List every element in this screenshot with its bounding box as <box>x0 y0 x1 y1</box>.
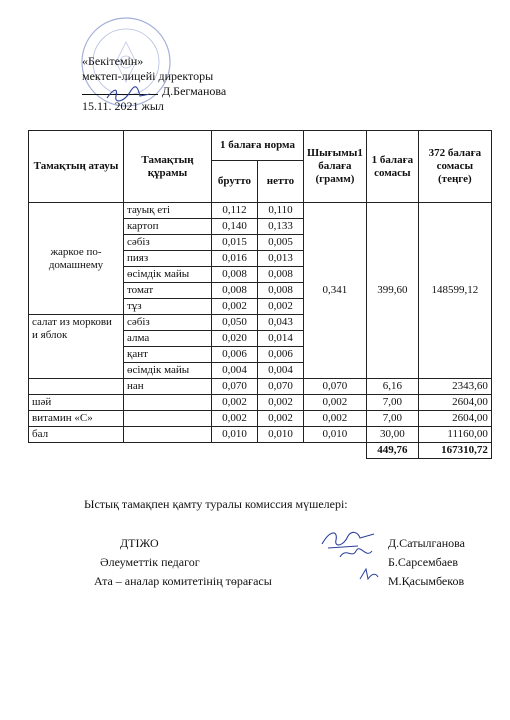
commission-role: Әлеуметтік педагог <box>100 555 200 569</box>
net-value: 0,070 <box>258 379 304 395</box>
cost-per-child-value: 30,00 <box>366 427 418 443</box>
ingredient: нан <box>124 379 212 395</box>
yield-value: 0,070 <box>304 379 367 395</box>
gross-value: 0,016 <box>212 251 258 267</box>
gross-value: 0,008 <box>212 267 258 283</box>
commission-title: Ыстық тамақпен қамту туралы комиссия мүшелері: <box>84 497 348 511</box>
total-cost-per-child: 449,76 <box>366 443 418 459</box>
total-cost-all: 167310,72 <box>418 443 491 459</box>
ingredient <box>124 395 212 411</box>
member-signature-2 <box>336 545 376 563</box>
yield-value: 0,010 <box>304 427 367 443</box>
net-value: 0,008 <box>258 267 304 283</box>
dish-name: бал <box>29 427 124 443</box>
cost-per-child-value: 6,16 <box>366 379 418 395</box>
approval-date: 15.11. 2021 жыл <box>82 99 164 113</box>
net-value: 0,002 <box>258 299 304 315</box>
ingredient: тауық еті <box>124 203 212 219</box>
ingredient <box>124 411 212 427</box>
approval-position: мектеп-лицейі директоры <box>82 69 214 83</box>
header-net: нетто <box>258 161 304 203</box>
gross-value: 0,140 <box>212 219 258 235</box>
cost-total-value: 2604,00 <box>418 395 491 411</box>
ingredient: алма <box>124 331 212 347</box>
header-gross: брутто <box>212 161 258 203</box>
cost-per-child-value: 399,60 <box>366 203 418 379</box>
header-yield: Шығымы1 балаға (грамм) <box>304 131 367 203</box>
dish-name: шәй <box>29 395 124 411</box>
ingredient: сәбіз <box>124 235 212 251</box>
dish-name: жаркое по-домашнему <box>29 203 124 315</box>
dish-name: витамин «С» <box>29 411 124 427</box>
gross-value: 0,015 <box>212 235 258 251</box>
gross-value: 0,002 <box>212 299 258 315</box>
cost-total-value: 2343,60 <box>418 379 491 395</box>
net-value: 0,004 <box>258 363 304 379</box>
dish-name <box>29 379 124 395</box>
yield-value: 0,341 <box>304 203 367 379</box>
header-cost-per-child: 1 балаға сомасы <box>366 131 418 203</box>
totals-spacer <box>29 443 367 459</box>
net-value: 0,014 <box>258 331 304 347</box>
gross-value: 0,002 <box>212 411 258 427</box>
header-norm: 1 балаға норма <box>212 131 304 161</box>
net-value: 0,043 <box>258 315 304 331</box>
cost-total-value: 148599,12 <box>418 203 491 379</box>
cost-total-value: 2604,00 <box>418 411 491 427</box>
commission-role: Ата – аналар комитетінің төрағасы <box>94 574 272 588</box>
net-value: 0,110 <box>258 203 304 219</box>
gross-value: 0,010 <box>212 427 258 443</box>
gross-value: 0,006 <box>212 347 258 363</box>
yield-value: 0,002 <box>304 411 367 427</box>
gross-value: 0,050 <box>212 315 258 331</box>
ingredient: томат <box>124 283 212 299</box>
ingredient: пияз <box>124 251 212 267</box>
commission-member-name: М.Қасымбеков <box>388 574 465 588</box>
commission-member-name: Д.Сатылганова <box>388 536 466 550</box>
ingredient: сәбіз <box>124 315 212 331</box>
gross-value: 0,002 <box>212 395 258 411</box>
gross-value: 0,020 <box>212 331 258 347</box>
director-signature <box>104 84 154 104</box>
ingredient: тұз <box>124 299 212 315</box>
gross-value: 0,008 <box>212 283 258 299</box>
header-dish: Тамақтың атауы <box>29 131 124 203</box>
ingredient: картоп <box>124 219 212 235</box>
net-value: 0,008 <box>258 283 304 299</box>
ingredient: қант <box>124 347 212 363</box>
net-value: 0,010 <box>258 427 304 443</box>
dish-name: салат из моркови и яблок <box>29 315 124 379</box>
menu-table <box>28 130 492 459</box>
net-value: 0,133 <box>258 219 304 235</box>
net-value: 0,005 <box>258 235 304 251</box>
member-signature-3 <box>356 565 382 583</box>
cost-per-child-value: 7,00 <box>366 411 418 427</box>
commission-member-name: Б.Сарсембаев <box>388 555 459 569</box>
commission-role: ДТІЖО <box>120 536 159 550</box>
gross-value: 0,070 <box>212 379 258 395</box>
net-value: 0,002 <box>258 411 304 427</box>
approval-title: «Бекітемін» <box>82 54 144 68</box>
gross-value: 0,004 <box>212 363 258 379</box>
net-value: 0,013 <box>258 251 304 267</box>
ingredient <box>124 427 212 443</box>
gross-value: 0,112 <box>212 203 258 219</box>
ingredient: өсімдік майы <box>124 363 212 379</box>
net-value: 0,006 <box>258 347 304 363</box>
cost-per-child-value: 7,00 <box>366 395 418 411</box>
header-composition: Тамақтың құрамы <box>124 131 212 203</box>
approval-director-name: Д.Бегманова <box>162 84 227 98</box>
header-cost-total: 372 балаға сомасы (теңге) <box>418 131 491 203</box>
net-value: 0,002 <box>258 395 304 411</box>
ingredient: өсімдік майы <box>124 267 212 283</box>
cost-total-value: 11160,00 <box>418 427 491 443</box>
yield-value: 0,002 <box>304 395 367 411</box>
